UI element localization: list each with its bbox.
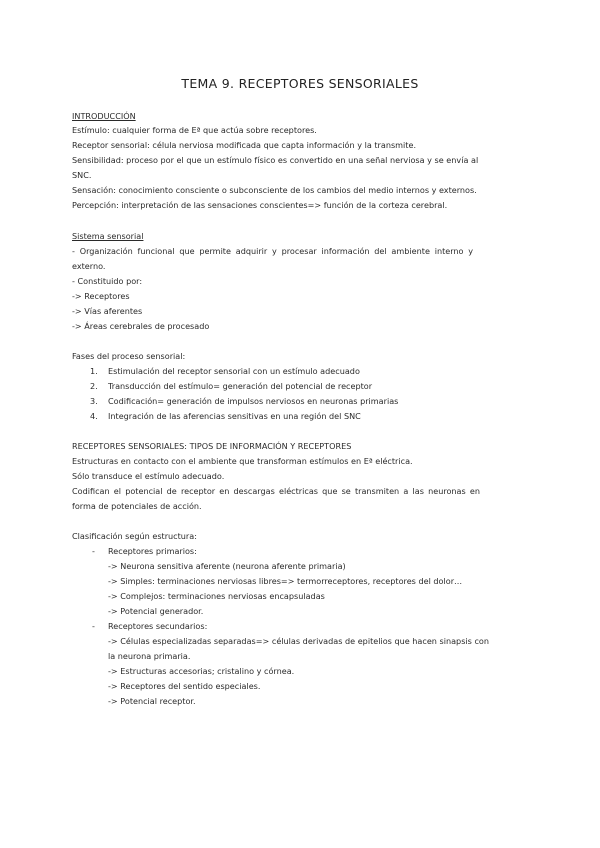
receptores-heading: RECEPTORES SENSORIALES: TIPOS DE INFORMACIÓN Y RECEPTORES [72,441,352,451]
clasificacion-heading: Clasificación según estructura: [72,531,197,541]
secundarios-item: la neurona primaria. [108,651,191,661]
sistema-line: - Organización funcional que permite adquirir y procesar información del ambiente interno y [72,246,474,256]
receptores-line: Codifican el potencial de receptor en descargas eléctricas que se transmiten a las neuronas en [72,486,481,496]
secundarios-item: -> Receptores del sentido especiales. [108,681,261,691]
sistema-line: externo. [72,261,106,271]
fase-item: Integración de las aferencias sensitivas en una región del SNC [108,411,361,421]
intro-line: Estímulo: cualquier forma de Eª que actúa sobre receptores. [72,125,317,135]
fases-heading: Fases del proceso sensorial: [72,351,186,361]
fase-number: 3. [90,396,98,406]
intro-line: Sensibilidad: proceso por el que un estímulo físico es convertido en una señal nerviosa y se envía al [72,155,479,165]
primarios-item: -> Potencial generador. [108,606,204,616]
primarios-item: -> Complejos: terminaciones nerviosas encapsuladas [108,591,325,601]
fase-item: Estimulación del receptor sensorial con un estímulo adecuado [108,366,360,376]
receptores-line: Estructuras en contacto con el ambiente que transforman estímulos en Eª eléctrica. [72,456,413,466]
sistema-constituido: - Constituido por: [72,276,143,286]
fase-number: 2. [90,381,98,391]
intro-line: Receptor sensorial: célula nerviosa modificada que capta información y la transmite. [72,140,417,150]
sistema-item: -> Vías aferentes [72,306,143,316]
secundarios-item: -> Potencial receptor. [108,696,196,706]
sistema-item: -> Receptores [72,291,130,301]
page-title: TEMA 9. RECEPTORES SENSORIALES [181,76,419,91]
secundarios-label: Receptores secundarios: [108,621,208,631]
bullet-dash: - [92,621,95,631]
intro-line: SNC. [72,170,92,180]
receptores-line: Sólo transduce el estímulo adecuado. [72,471,225,481]
primarios-item: -> Neurona sensitiva aferente (neurona aferente primaria) [108,561,346,571]
receptores-line: forma de potenciales de acción. [72,501,202,511]
fase-item: Codificación= generación de impulsos nerviosos en neuronas primarias [108,396,399,406]
intro-line: Sensación: conocimiento consciente o subconsciente de los cambios del medio internos y externos. [72,185,477,195]
primarios-label: Receptores primarios: [108,546,197,556]
sistema-item: -> Áreas cerebrales de procesado [72,321,210,331]
fase-item: Transducción del estímulo= generación del potencial de receptor [108,381,373,391]
fase-number: 4. [90,411,98,421]
bullet-dash: - [92,546,95,556]
fase-number: 1. [90,366,98,376]
intro-line: Percepción: interpretación de las sensaciones conscientes=> función de la corteza cerebral. [72,200,448,210]
secundarios-item: -> Estructuras accesorias; cristalino y córnea. [108,666,295,676]
secundarios-item: -> Células especializadas separadas=> células derivadas de epitelios que hacen sinapsis con [108,636,489,646]
sistema-heading: Sistema sensorial [72,231,144,241]
primarios-item: -> Simples: terminaciones nerviosas libres=> termorreceptores, receptores del dolor… [108,576,463,586]
intro-heading: INTRODUCCIÓN [72,111,136,121]
